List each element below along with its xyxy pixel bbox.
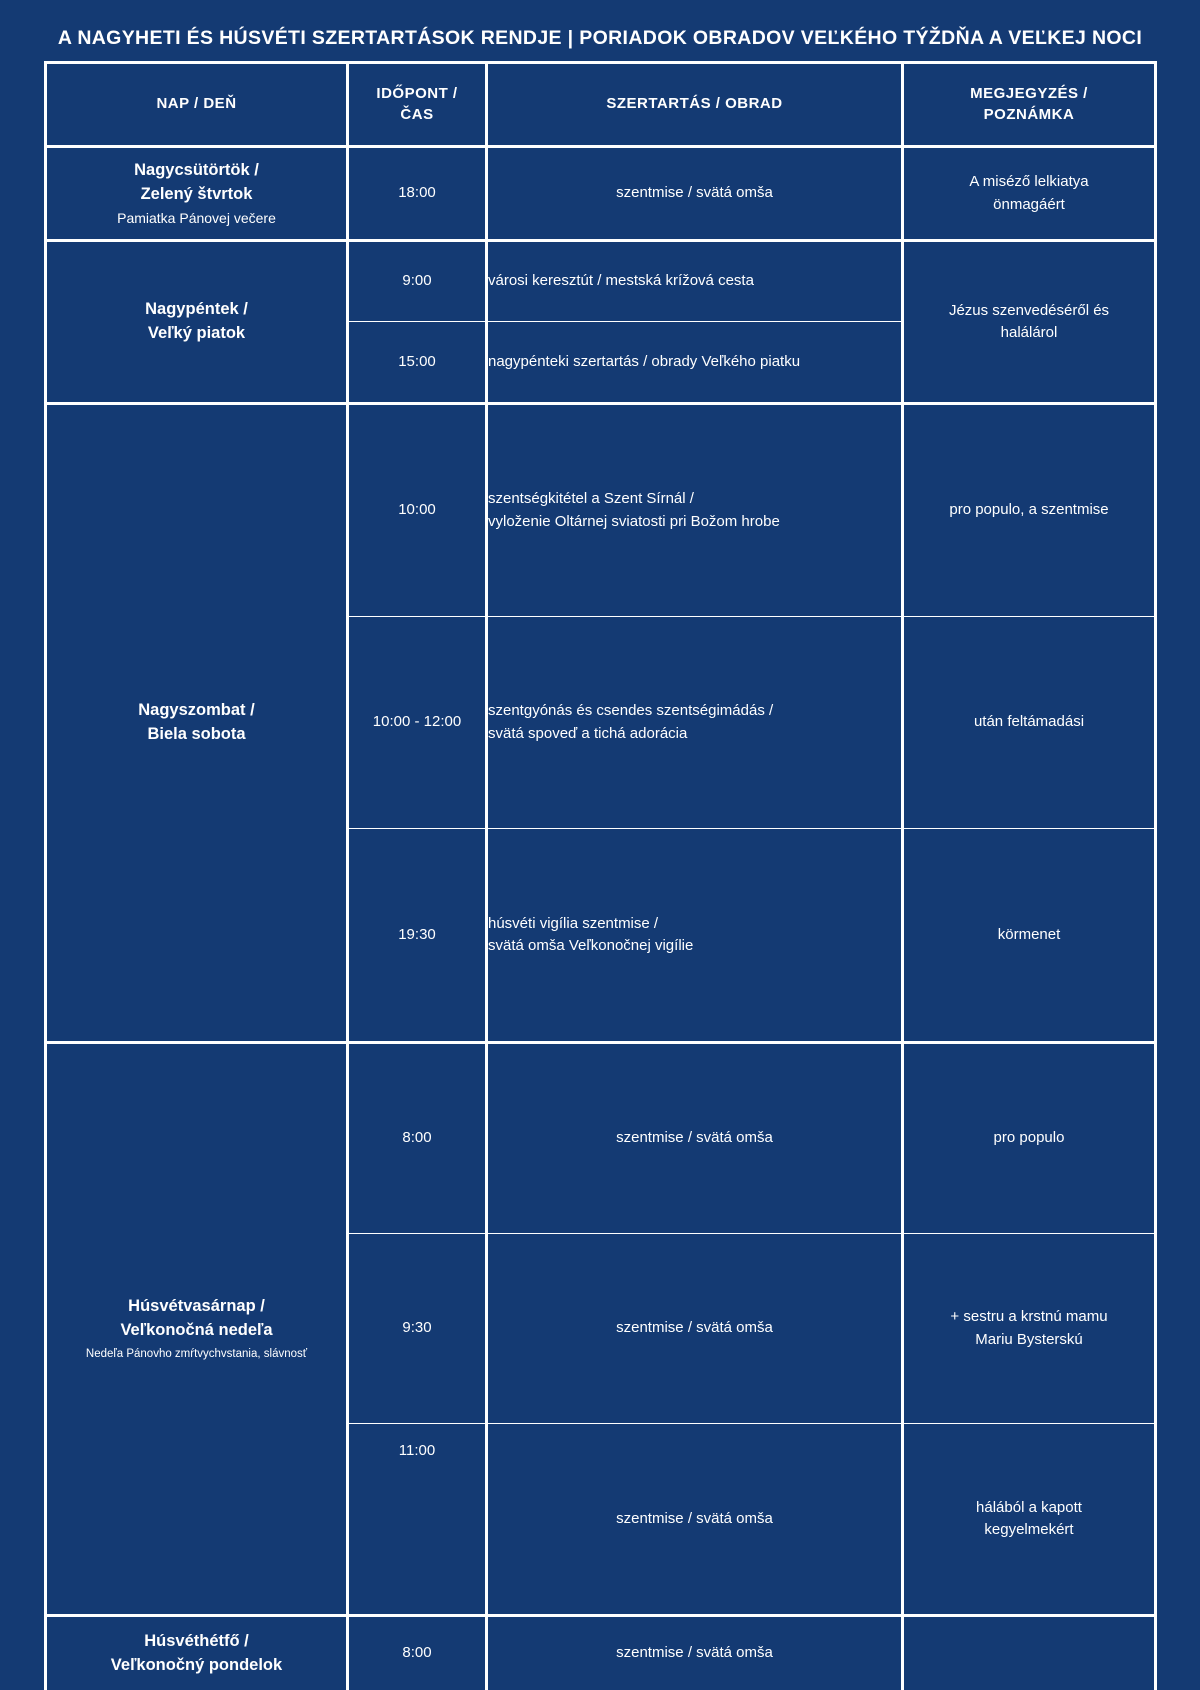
rite-cell [488,617,901,829]
rite-cell: szentmise / svätá omša [488,1424,901,1614]
note-line1: hálából a kapott [976,1498,1082,1516]
note-group-husvetvasarnap [904,1044,1157,1617]
rite-subtable [488,405,901,1041]
note-cell: pro populo [904,1044,1154,1234]
time-cell: 19:30 [349,829,485,1041]
day-cell-husvetvasarnap [47,1044,349,1617]
note-line2: halálárol [1000,324,1058,341]
rite-subtable [488,242,901,402]
rite-cell [488,405,901,617]
note-cell [904,148,1157,242]
day-subtitle: Pamiatka Pánovej večere [117,209,276,226]
day-cell-nagyszombat [47,405,349,1044]
time-cell: 18:00 [349,148,488,242]
rite-line2: svätá omša Veľkonočnej vigílie [488,937,694,954]
column-header-time-line2: ČAS [400,105,434,123]
time-group-nagypentek [349,242,488,405]
day-name-line2: Veľký piatok [147,324,246,342]
column-header-time [349,64,488,148]
time-subtable [349,242,485,402]
note-cell [904,1424,1154,1614]
rite-cell: szentmise / svätá omša [488,1044,901,1234]
day-name-line1: Húsvétvasárnap / [128,1297,265,1316]
column-header-day: NAP / DEŇ [47,64,349,148]
table-header-row [47,64,1157,148]
column-header-note-line1: MEGJEGYZÉS / [970,85,1088,103]
table-row-nagycsutortok [47,148,1157,242]
day-name-line1: Nagypéntek / [145,300,248,319]
rite-cell: szentmise / svätá omša [488,1234,901,1424]
rite-cell [488,829,901,1041]
note-line2: kegyelmekért [984,1521,1074,1538]
note-line2: Mariu Bysterskú [975,1330,1083,1348]
time-subtable [349,1044,485,1614]
rite-subtable [488,1044,901,1614]
rite-cell: szentmise / svätá omša [488,1617,904,1690]
rite-cell: városi keresztút / mestská krížová cesta [488,242,901,322]
time-subtable [349,405,485,1041]
note-cell [904,1234,1154,1424]
schedule-table [44,61,1157,1690]
note-cell: után feltámadási [904,617,1154,829]
day-subtitle: Nedeľa Pánovho zmŕtvychvstania, slávnosť [85,1348,308,1361]
table-row-husvethetfo [47,1617,1157,1690]
time-cell: 10:00 [349,405,485,617]
page-title: A NAGYHETI ÉS HÚSVÉTI SZERTARTÁSOK RENDJE | PORIADOK OBRADOV VEĽKÉHO TÝŽDŇA A VEĽKEJ NOCI [57,27,1143,49]
note-line1: A miséző lelkiatya [969,173,1089,190]
rite-cell: szentmise / svätá omša [488,148,904,242]
day-cell-nagycsutortok [47,148,349,242]
table-row-husvetvasarnap [47,1044,1157,1617]
note-line1: Jézus szenvedéséről és [948,301,1110,319]
rite-cell: nagypénteki szertartás / obrady Veľkého piatku [488,322,901,402]
time-group-husvetvasarnap [349,1044,488,1617]
rite-line2: vyloženie Oltárnej sviatosti pri Božom hrobe [488,512,780,530]
time-cell: 9:00 [349,242,485,322]
day-name-line2: Biela sobota [147,725,246,743]
table-row-nagyszombat [47,405,1157,1044]
column-header-note-line2: POZNÁMKA [983,105,1075,123]
day-name-line2: Veľkonočná nedeľa [120,1321,273,1340]
column-header-note [904,64,1157,148]
rite-line1: szentségkitétel a Szent Sírnál / [488,490,694,507]
note-cell: pro populo, a szentmise [904,405,1154,617]
note-group-nagyszombat [904,405,1157,1044]
day-name-line1: Nagyszombat / [138,701,255,720]
rite-group-nagypentek [488,242,904,405]
time-cell: 15:00 [349,322,485,402]
rite-line1: húsvéti vigília szentmise / [488,914,659,932]
time-group-nagyszombat [349,405,488,1044]
note-cell [904,1617,1157,1690]
rite-group-nagyszombat [488,405,904,1044]
note-line2: önmagáért [993,195,1065,213]
day-name-line2: Veľkonočný pondelok [110,1655,283,1674]
note-line1: + sestru a krstnú mamu [950,1308,1108,1325]
note-cell-merged [904,242,1157,405]
rite-line2: svätá spoveď a tichá adorácia [488,724,688,742]
day-name-line1: Nagycsütörtök / [134,160,259,179]
column-header-rite: SZERTARTÁS / OBRAD [488,64,904,148]
note-subtable [904,405,1154,1041]
note-subtable [904,1044,1154,1614]
note-cell: körmenet [904,829,1154,1041]
time-cell: 9:30 [349,1234,485,1424]
table-row-nagypentek [47,242,1157,405]
rite-group-husvetvasarnap [488,1044,904,1617]
time-cell: 8:00 [349,1044,485,1234]
day-name-line1: Húsvéthétfő / [144,1631,249,1650]
day-cell-nagypentek [47,242,349,405]
day-name-line2: Zelený štvrtok [140,184,253,203]
time-cell: 8:00 [349,1617,488,1690]
day-cell-husvethetfo [47,1617,349,1690]
time-cell: 11:00 [349,1424,485,1614]
rite-line1: szentgyónás és csendes szentségimádás / [488,702,774,719]
time-cell: 10:00 - 12:00 [349,617,485,829]
column-header-time-line1: IDŐPONT / [376,85,458,103]
